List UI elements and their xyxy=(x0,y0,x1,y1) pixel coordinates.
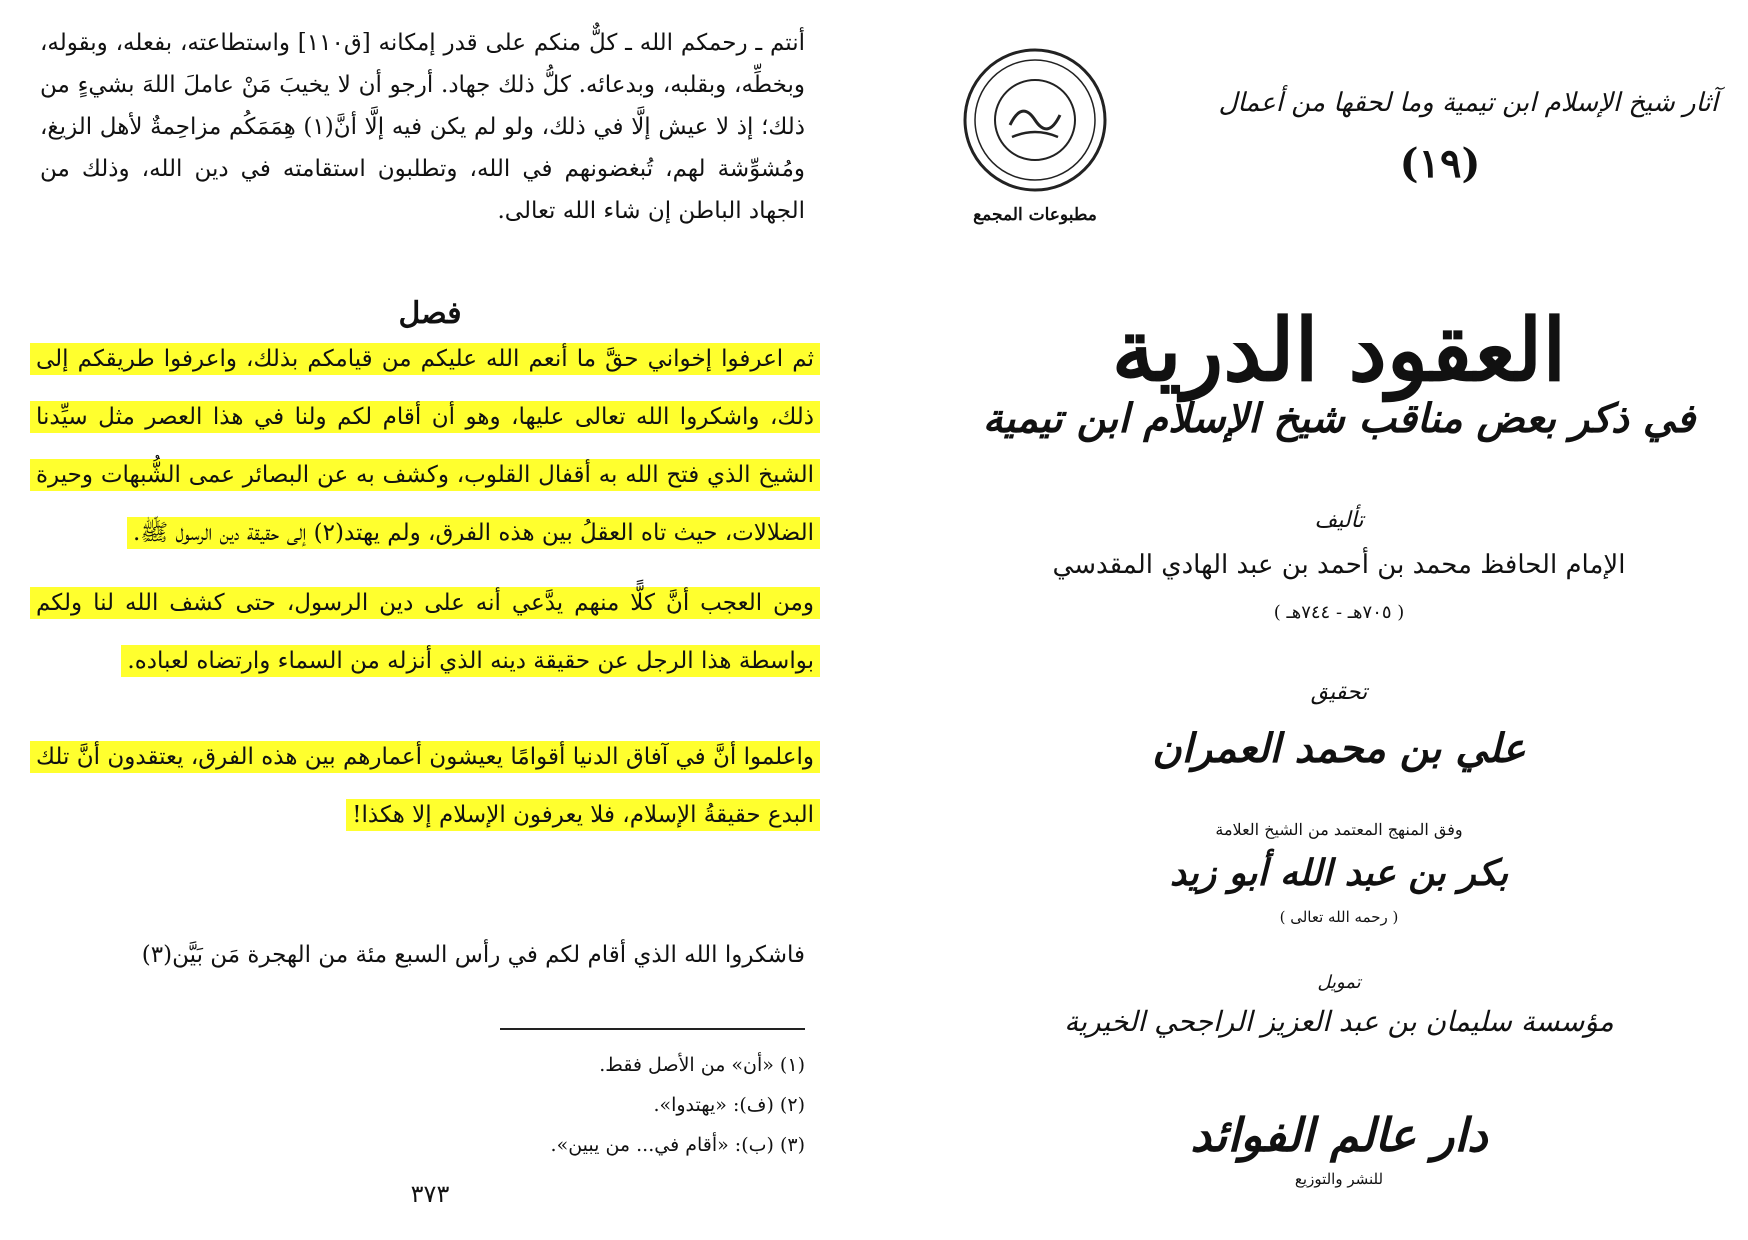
editor-name: علي بن محمد العمران xyxy=(1152,725,1526,772)
publisher-logo: دار عالم الفوائد xyxy=(1190,1108,1488,1162)
funder-name: مؤسسة سليمان بن عبد العزيز الراجحي الخيرية xyxy=(1064,1005,1614,1038)
highlight-text: ثم اعرفوا إخواني حقَّ ما أنعم الله عليكم من قيامكم بذلك، واعرفوا طريقكم إلى ذلك، واشكروا الله تعالى عليها، وهو أن أقام لكم ولنا في هذا العصر مثل سيِّدنا الشيخ الذي فتح الله به أقفال القلوب، وكشف به عن البصائر عمى الشُّبهات وحيرة الضلالات، حيث تاه العقلُ بين هذه الفرق، ولم يهتد(٢) إلى حقيقة دين الرسول ﷺ. xyxy=(30,343,820,549)
footnote-divider xyxy=(500,1028,805,1030)
publisher-note: للنشر والتوزيع xyxy=(1294,1170,1384,1188)
series-title: آثار شيخ الإسلام ابن تيمية وما لحقها من أعمال xyxy=(1218,88,1718,118)
book-subtitle: في ذكر بعض مناقب شيخ الإسلام ابن تيمية xyxy=(982,395,1696,442)
page-number: ٣٧٣ xyxy=(410,1180,450,1208)
author-dates: ( ٧٠٥هـ - ٧٤٤هـ ) xyxy=(1273,602,1405,623)
highlighted-paragraph-2 xyxy=(30,574,820,690)
section-title: فصل xyxy=(398,296,462,331)
right-page xyxy=(930,0,1748,1240)
highlight-text: ومن العجب أنَّ كلًّا منهم يدَّعي أنه على دين الرسول، حتى كشف الله لنا ولكم بواسطة هذا الرجل عن حقيقة دينه الذي أنزله من السماء وارتضاه لعباده. xyxy=(30,587,820,677)
highlighted-paragraph-3 xyxy=(30,728,820,844)
left-page xyxy=(0,0,860,1240)
author-name: الإمام الحافظ محمد بن أحمد بن عبد الهادي المقدسي xyxy=(1052,550,1626,580)
author-label: تأليف xyxy=(1314,508,1364,533)
footnote-1: (١) «أن» من الأصل فقط. xyxy=(599,1054,805,1076)
footnote-3: (٣) (ب): «أقام في... من يبين». xyxy=(550,1134,805,1156)
seal-caption: مطبوعات المجمع xyxy=(973,205,1097,225)
editor-label: تحقيق xyxy=(1310,680,1368,705)
final-line: فاشكروا الله الذي أقام لكم في رأس السبع مئة من الهجرة مَن بَيَّن(٣) xyxy=(141,942,805,968)
opening-paragraph: أنتم ـ رحمكم الله ـ كلٌّ منكم على قدر إمكانه [ق١١٠] واستطاعته، بفعله، وبقوله، وبخطِّه، وبقلبه، وبدعائه. كلُّ ذلك جهاد. أرجو أن لا يخيبَ مَنْ عاملَ اللهَ بشيءٍ من ذلك؛ إذ لا عيش إلَّا في ذلك، ولو لم يكن فيه إلَّا أنَّ(١) هِمَمَكُم مزاحِمةٌ لأهل الزيغ، ومُشوِّشة لهم، تُبغضونهم في الله، وتطلبون استقامته في دين الله، وذلك من الجهاد الباطن إن شاء الله تعالى. xyxy=(40,30,806,224)
scholar-note: ( رحمه الله تعالى ) xyxy=(1279,908,1399,926)
seal-icon xyxy=(960,45,1110,195)
series-number: (١٩) xyxy=(1399,140,1481,187)
footnote-2: (٢) (ف): «يهتدوا». xyxy=(653,1094,805,1116)
footnotes xyxy=(40,1045,805,1165)
book-title: العقود الدرية xyxy=(1111,300,1567,401)
highlighted-paragraph-1 xyxy=(30,330,820,562)
funding-label: تمويل xyxy=(1317,972,1361,993)
highlight-text: واعلموا أنَّ في آفاق الدنيا أقوامًا يعيشون أعمارهم بين هذه الفرق، يعتقدون أنَّ تلك البدع حقيقةُ الإسلام، فلا يعرفون الإسلام إلا هكذا! xyxy=(30,741,820,831)
method-note: وفق المنهج المعتمد من الشيخ العلامة xyxy=(1215,820,1463,839)
scholar-name: بكر بن عبد الله أبو زيد xyxy=(1169,852,1509,894)
